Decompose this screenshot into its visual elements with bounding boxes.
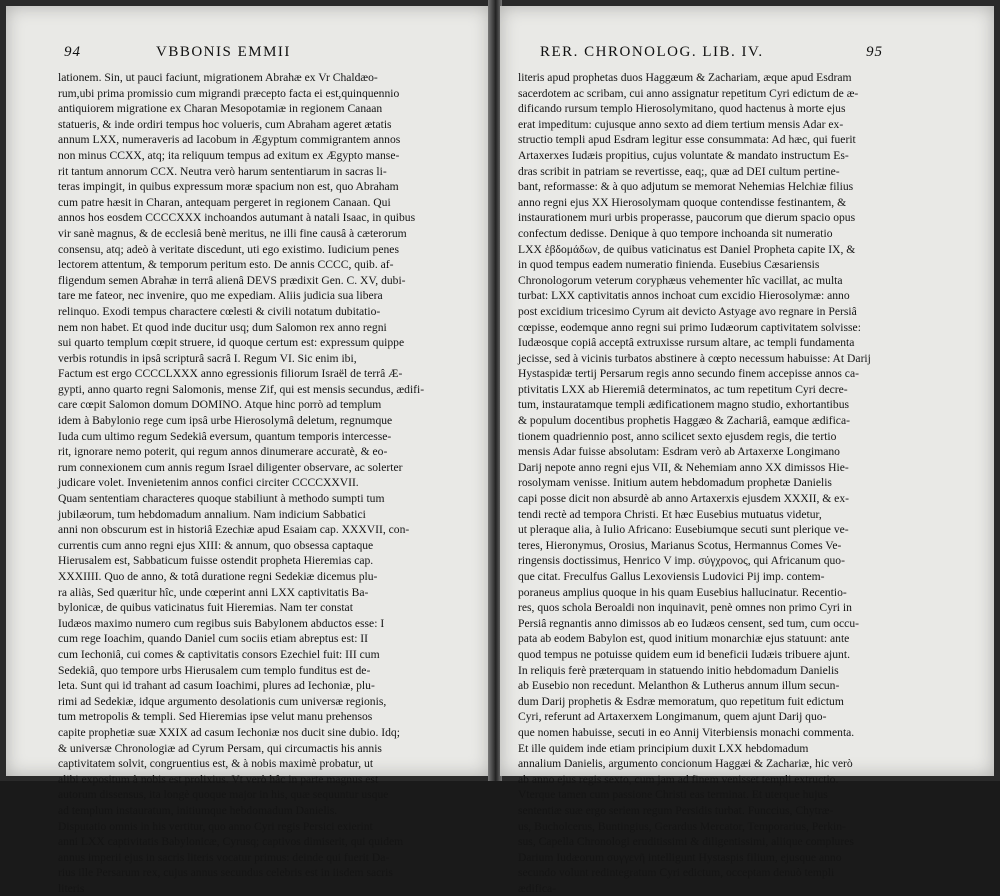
text-line: bant, reformasse: & à quo adjutum se memorat Nehemias Helchiæ filius xyxy=(518,180,854,194)
text-line: teras impingit, in quibus expressum moræ spacium non est, quo Abraham xyxy=(58,180,399,194)
page-number: 95 xyxy=(866,44,883,60)
text-line: Hystaspidæ tertij Persarum regis anno secundo finem accepisse annos ca- xyxy=(518,367,859,381)
text-line: pata ab eodem Babylon est, quod initium monarchiæ ejus statuunt: ante xyxy=(518,632,850,646)
text-line: Chronologorum veterum coryphæus vehementer hîc vacillat, ac multa xyxy=(518,273,843,287)
text-line: dum Darij prophetis & Esdræ memoratum, quo repetitum fuit edictum xyxy=(518,694,844,708)
text-line: anni LXX captivitatis Babylonicæ, Cyrusq; captivos dimiserit, qui quidem xyxy=(58,835,404,849)
text-line: ut pleraque alia, à Iulio Africano: Eusebiumque secuti sunt plerique ve- xyxy=(518,523,849,537)
text-line: Quam sententiam characteres quoque stabiliunt à methodo sumpti tum xyxy=(58,492,385,506)
text-line: ptivitatis LXX ab Hieremiâ determinatos, ac tum repetitum Cyri decre- xyxy=(518,382,848,396)
text-line: care cœpit Salomon domum DOMINO. Atque hinc porrò ad templum xyxy=(58,398,382,412)
text-line: alibi expositum à nobis est prolixius. Vt verò hâc in parte magnus est xyxy=(58,772,379,786)
text-line: Disputatio omnis in his vertitur, quo anno Cyri regis Persici exierint xyxy=(58,819,373,833)
text-line: antiquiorem migratione ex Charan Mesopotamiæ in regionem Canaan xyxy=(58,102,383,116)
text-line: Cyri, referunt ad Artaxerxem Longimanum, quem ajunt Darij quo- xyxy=(518,710,827,724)
text-line: ædifica- xyxy=(518,881,556,895)
text-line: annalium Danielis, argumento concionum Haggæi & Zachariæ, hic verò xyxy=(518,757,853,771)
text-line: tum metropolis & templi. Sed Hieremias ipse velut manu prehensos xyxy=(58,710,373,724)
text-line: XXXIIII. Quo de anno, & totâ duratione regni Sedekiæ dicemus plu- xyxy=(58,570,378,583)
text-line: capi posse dicit non absurdè ab anno Artaxerxis ejusdem XXXII, & ex- xyxy=(518,492,849,506)
text-line: & populum docentibus prophetis Haggæo & Zachariâ, eamque ædifica- xyxy=(518,414,850,428)
text-line: res, quos schola Beroaldi non inquinavit, penè omnes non primo Cyri in xyxy=(518,601,852,615)
text-line: capite prophetiæ suæ XXIX ad casum Iechoniæ nos ducit sine dubio. Idq; xyxy=(58,725,400,739)
text-line: Iuda cum ultimo regum Sedekiâ eversum, quantum temporis intercesse- xyxy=(58,429,392,443)
text-line: anno regni ejus XX Hierosolymam quoque contendisse festinantem, & xyxy=(518,195,847,209)
text-line: tionem quadriennio post, anno scilicet sexto ejusdem regis, die tertio xyxy=(518,429,837,443)
text-line: annos hos eosdem CCCCXXX inchoandos autumant à natali Isaac, in quibus xyxy=(58,211,416,225)
text-line: leta. Sunt qui id trahant ad casum Ioachimi, plures ad Iechoniæ, plu- xyxy=(58,679,375,693)
text-line: judicare volet. Invenietenim annos confici circiter CCCCXXVII. xyxy=(58,476,359,490)
text-line: literis xyxy=(58,881,85,895)
text-line: Persiâ regnantis anno dimissos ab eo Iudæos censent, sed tum, cum occu- xyxy=(518,616,859,630)
text-line: relinquo. Exodi tempus charactere cœlesti & civili notatum dubitatio- xyxy=(58,304,381,318)
text-line: erat impeditum: cujusque anno sexto ad diem tertium mensis Adar ex- xyxy=(518,117,844,131)
text-line: In reliquis ferè præterquam in statuendo initio hebdomadum Danielis xyxy=(518,663,839,677)
text-line: Artaxerxes Iudæis propitius, cujus voluntate & mandato instructum Es- xyxy=(518,148,849,162)
text-line: Sedekiâ, quo tempore urbs Hierusalem cum templo funditus est de- xyxy=(58,663,371,677)
text-line: cum rege Ioachim, quando Daniel cum sociis etiam abreptus est: II xyxy=(58,632,369,646)
text-line: sacerdotem ac scribam, cui anno assignatur repetitum Cyri edictum de æ- xyxy=(518,86,859,100)
text-line: in quod tempus eadem numeratio finienda. Eusebius Cæsariensis xyxy=(518,258,820,272)
text-line: tare me fateor, nec invenire, quo me expediam. Aliis judicia sua libera xyxy=(58,289,383,303)
text-line: consensu, atq; adeò à veritate discedunt, uti ego existimo. Iudicium penes xyxy=(58,242,399,256)
text-line: tum, instauratamque templi ædificationem magno studio, exhortantibus xyxy=(518,398,850,412)
text-line: Et ille quidem inde etiam principium duxit LXX hebdomadum xyxy=(518,741,809,755)
text-line: & universæ Chronologiæ ad Cyrum Persam, qui circumactis his annis xyxy=(58,741,382,755)
right-page xyxy=(500,6,994,895)
text-line: rimi ad Sedekiæ, idque argumento desolationis cum universæ regionis, xyxy=(58,694,387,708)
text-line: Darium Iudæorum συγγενῆ intelligunt Hystaspis filium, ejusque anno xyxy=(518,850,842,864)
text-line: teres, Hieronymus, Orosius, Marianus Scotus, Hermannus Comes Ve- xyxy=(518,538,842,552)
text-line: vir sanè magnus, & de ecclesiâ benè meritus, ne illi fine causâ à cæterorum xyxy=(58,226,407,240)
text-line: fligendum semen Abrahæ in terrâ alienâ DEVS prædixit Gen. C. XV, dubi- xyxy=(58,273,406,287)
text-line: post excidium tricesimo Cyrum ait devicto Astyage avo regnare in Persiâ xyxy=(518,304,857,318)
text-line: autorum dissensus, ita longè quoque major in his, quæ sequuntur usque xyxy=(58,788,389,802)
text-line: Factum est ergo CCCCLXXX anno egressionis filiorum Israël de terrâ Æ- xyxy=(58,367,403,381)
text-line: Hierusalem est, Sabbaticum fuisse ostendit propheta Hieremias cap. xyxy=(58,554,374,568)
right-page-header xyxy=(500,44,994,66)
text-line: Darij nepote anno regni ejus VII, & Nehemiam anno XX dimissos Hie- xyxy=(518,460,849,474)
text-line: confectum dedisse. Denique à quo tempore inchoanda sit numeratio xyxy=(518,226,833,240)
text-line: rit, ignorare nemo poterit, qui regum annos dinumerare accuratè, & eo- xyxy=(58,445,388,459)
text-line: sententiæ suæ ergo seriem regum Persidis turbat. Funccius, Chytræ- xyxy=(518,803,834,817)
running-head: VBBONIS EMMII xyxy=(156,44,291,60)
text-line: jubilæorum, tum hebdomadum annalium. Nam indicium Sabbatici xyxy=(58,507,366,521)
text-line: idem à Babylonio rege cum ipsâ urbe Hierosolymâ deletum, regnumque xyxy=(58,414,393,428)
text-line: gypti, anno quarto regni Salomonis, mense Zif, qui est mensis secundus, ædifi- xyxy=(58,382,425,396)
left-page-text xyxy=(58,70,484,896)
text-line: instaurationem muri urbis properasse, paucorum que dierum spacio opus xyxy=(518,211,856,225)
text-line: cœpisse, eodemque anno regni sui primo Iudæorum captivitatem solvisse: xyxy=(518,320,861,334)
text-line: rius ille Persarum rex, cujus annus secundus celebris est in iisdem sacris xyxy=(58,866,393,880)
text-line: ab Eusebio non recedunt. Melanthon & Lutherus annum illum secun- xyxy=(518,679,840,693)
text-line: cum Iechoniâ, cui comes & captivitatis consors Ezechiel fuit: III cum xyxy=(58,647,380,661)
text-line: turbat: LXX captivitatis annos inchoat cum excidio Hierosolymæ: anno xyxy=(518,289,850,303)
text-line: quod tempus ne potuisse quidem eum id beneficii Iudæis tribuere ajunt. xyxy=(518,647,850,661)
text-line: Vterque tamen cum passione Christi eas terminat. Et uterque hujus xyxy=(518,788,828,802)
text-line: que nomen habuisse, secuti in eo Annij Viterbiensis monachi commenta. xyxy=(518,725,855,739)
text-line: ra aliàs, Sed quæritur hîc, unde cœperint anni LXX captivitatis Ba- xyxy=(58,585,369,599)
text-line: mensis Adar fuisse absolutam: Esdram verò ab Artaxerxe Longimano xyxy=(518,445,840,459)
text-line: Iudæos maximo numero cum regibus suis Babylonem abductos esse: I xyxy=(58,616,385,630)
text-line: non minus CCXX, atq; ita reliquum tempus ad exitum ex Ægypto manse- xyxy=(58,148,400,162)
running-head: RER. CHRONOLOG. LIB. IV. xyxy=(540,44,764,60)
text-line: LXX ἑβδομάδων, de quibus vaticinatus est Daniel Propheta capite IX, & xyxy=(518,242,856,256)
text-line: tendi rectè ad tempora Christi. Et hæc Eusebius mutuatus videtur, xyxy=(518,507,822,521)
text-line: secundo volunt redintegratum Cyri edictum, occeptam denuò templi xyxy=(518,866,835,880)
text-line: lectorem attentum, & temporum peritum esto. De annis CCCC, quib. af- xyxy=(58,258,394,272)
text-line: jecisse, sed à vicinis turbatos abstinere à cœpto necessum habuisse: At Darij xyxy=(518,351,871,365)
text-line: ringensis doctissimus, Henrico V imp. σύγχρονος, qui Africanum quo- xyxy=(518,554,845,568)
text-line: rit tantum annorum CCX. Neutra verò harum sententiarum in sacras li- xyxy=(58,164,387,178)
text-line: dras scribit in patriam se revertisse, eaq;, quæ ad DEI cultum pertine- xyxy=(518,164,840,178)
text-line: literis apud prophetas duos Haggæum & Zachariam, æque apud Esdram xyxy=(518,71,852,84)
text-line: ad templum instauratum, initiumque hebdomadum Danielis. xyxy=(58,803,338,817)
right-page-text xyxy=(518,70,972,896)
text-line: rosolymam venisse. Initium autem hebdomadum prophetæ Danielis xyxy=(518,476,832,490)
text-line: annus imperii ejus in sacris literis vocatur primus: deinde qui fuerit Da- xyxy=(58,850,390,864)
text-line: structio templi apud Esdram legitur esse consummata: Ad hæc, qui fuerit xyxy=(518,133,856,147)
text-line: dificando rursum templo Hierosolymitano, quod hactenus à morte ejus xyxy=(518,102,846,116)
text-line: ab anno ejus regis sexto, cum jam ad finem venisset templi extructio. xyxy=(518,772,839,786)
text-line: anni non obscurum est in historiâ Ezechiæ apud Esaiam cap. XXXVII, con- xyxy=(58,523,410,537)
text-line: sui quarto templum cœpit struere, id quoque certum est: expressum quippe xyxy=(58,336,405,350)
text-line: statueris, & inde ordiri tempus hoc volueris, cum Abraham ageret ætatis xyxy=(58,117,392,131)
text-line: us, Bucholcerus, Buntingius, Gerardus Mercator, Temporarius, Perkin- xyxy=(518,819,846,833)
text-line: lationem. Sin, ut pauci faciunt, migrationem Abrahæ ex Vr Chaldæo- xyxy=(58,71,378,84)
text-line: currentis cum anno regni ejus XIII: & annum, quo obsessa captaque xyxy=(58,538,374,552)
text-line: Iudæosque copiâ acceptâ extruxisse rursum altare, ac templi fundamenta xyxy=(518,336,855,350)
text-line: que citat. Freculfus Gallus Lexoviensis Ludovici Pij imp. contem- xyxy=(518,570,825,583)
page-number: 94 xyxy=(64,44,81,60)
text-line: rum connexionem cum annis regum Israel diligenter observare, ac solerter xyxy=(58,460,403,474)
text-line: captivitatem solvit, congruentius est, & à nobis maximè probatur, ut xyxy=(58,757,374,771)
text-line: verbis rotundis in ipsâ scripturâ sacrâ I. Regum VI. Sic enim ibi, xyxy=(58,351,357,365)
text-line: bylonicæ, de quibus vaticinatus fuit Hieremias. Nam ter constat xyxy=(58,601,353,615)
text-line: sus, Capella Chronologi eruditissimi & diligentissimi, aliique complures xyxy=(518,835,854,849)
left-page xyxy=(6,6,490,895)
text-line: poraneus amplius quoque in his quam Eusebius hallucinatur. Recentio- xyxy=(518,585,847,599)
text-line: nem non habet. Et quod inde ducitur usq; dum Salomon rex anno regni xyxy=(58,320,387,334)
left-page-header xyxy=(6,44,490,66)
text-line: rum,ubi prima promissio cum migrandi præcepto facta ei est,quinquennio xyxy=(58,86,400,100)
text-line: annum LXX, numeraveris ad Iacobum in Ægyptum commigrantem annos xyxy=(58,133,401,147)
text-line: cum patre hæsit in Charan, antequam pergeret in regionem Canaan. Qui xyxy=(58,195,391,209)
